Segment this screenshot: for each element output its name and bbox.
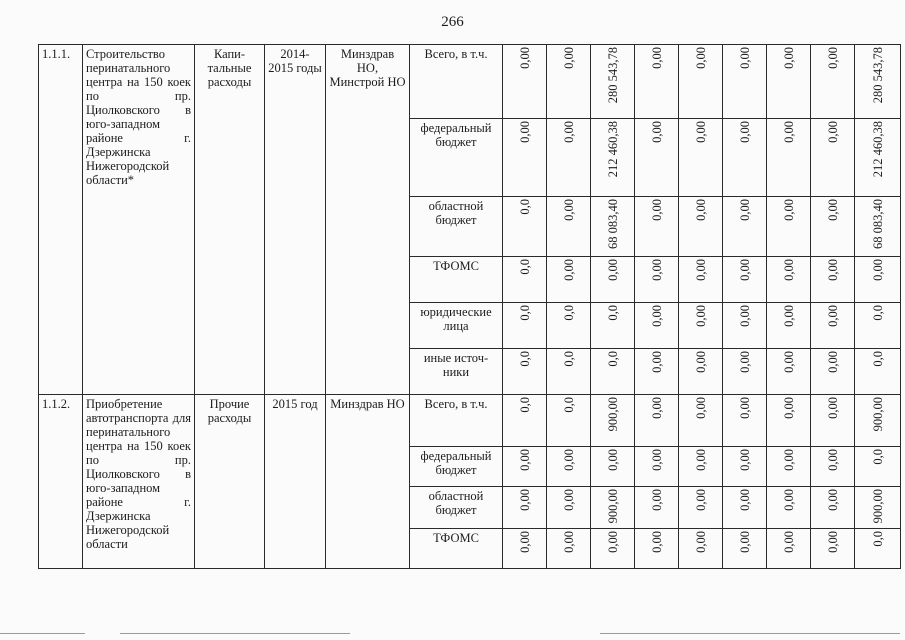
scan-edge-line	[600, 633, 900, 634]
value-cell	[591, 349, 635, 395]
value-cell	[679, 529, 723, 569]
value-cell	[679, 257, 723, 303]
value-cell	[635, 349, 679, 395]
value-cell	[547, 349, 591, 395]
value-cell	[635, 447, 679, 487]
value-cell	[635, 257, 679, 303]
value-text: 0,00	[517, 47, 532, 69]
value-cell	[635, 197, 679, 257]
value-text: 900,00	[870, 397, 885, 432]
value-cell	[811, 395, 855, 447]
value-text: 0,00	[693, 305, 708, 327]
value-text: 0,00	[737, 397, 752, 419]
value-cell	[591, 487, 635, 529]
value-text: 0,00	[737, 47, 752, 69]
value-cell	[635, 119, 679, 197]
value-cell	[767, 529, 811, 569]
value-cell	[547, 119, 591, 197]
value-text: 0,00	[737, 259, 752, 281]
value-text: 0,0	[517, 397, 532, 413]
value-cell	[811, 487, 855, 529]
value-text: 0,00	[737, 449, 752, 471]
project-number: 1.1.1.	[39, 45, 83, 395]
value-cell	[723, 529, 767, 569]
value-text: 0,00	[825, 259, 840, 281]
funding-source: ТФОМС	[410, 257, 503, 303]
value-cell	[547, 487, 591, 529]
value-cell	[767, 197, 811, 257]
value-cell	[855, 303, 901, 349]
value-text: 0,0	[517, 305, 532, 321]
value-text: 212 460,38	[870, 121, 885, 178]
value-text: 0,00	[649, 531, 664, 553]
value-text: 0,00	[605, 531, 620, 553]
value-cell	[767, 119, 811, 197]
value-cell	[767, 257, 811, 303]
value-cell	[811, 529, 855, 569]
value-text: 0,00	[825, 47, 840, 69]
value-cell	[503, 395, 547, 447]
funding-source: Всего, в т.ч.	[410, 45, 503, 119]
value-text: 0,00	[737, 531, 752, 553]
value-cell	[591, 45, 635, 119]
value-cell	[811, 349, 855, 395]
value-cell	[591, 529, 635, 569]
value-text: 0,00	[693, 449, 708, 471]
value-text: 0,00	[737, 489, 752, 511]
value-cell	[855, 447, 901, 487]
value-text: 0,00	[825, 305, 840, 327]
value-cell	[547, 45, 591, 119]
value-text: 0,00	[737, 121, 752, 143]
value-text: 0,00	[825, 489, 840, 511]
value-cell	[547, 447, 591, 487]
value-text: 0,00	[781, 47, 796, 69]
value-cell	[503, 45, 547, 119]
value-text: 0,00	[693, 47, 708, 69]
value-text: 0,00	[649, 305, 664, 327]
value-text: 0,00	[781, 121, 796, 143]
value-text: 0,0	[870, 449, 885, 465]
value-cell	[855, 349, 901, 395]
table-row	[39, 395, 901, 447]
value-text: 0,00	[649, 397, 664, 419]
value-text: 0,00	[825, 351, 840, 373]
value-cell	[503, 119, 547, 197]
value-cell	[767, 395, 811, 447]
value-text: 0,00	[737, 351, 752, 373]
value-cell	[855, 45, 901, 119]
value-cell	[591, 197, 635, 257]
value-cell	[591, 447, 635, 487]
value-text: 0,00	[737, 305, 752, 327]
funding-source: юридические лица	[410, 303, 503, 349]
expense-type: Прочие расходы	[195, 395, 265, 569]
value-text: 0,00	[649, 121, 664, 143]
value-cell	[767, 447, 811, 487]
value-text: 0,00	[649, 47, 664, 69]
value-text: 0,00	[693, 351, 708, 373]
value-text: 0,0	[561, 397, 576, 413]
value-cell	[811, 303, 855, 349]
value-cell	[635, 529, 679, 569]
value-cell	[855, 395, 901, 447]
value-text: 0,00	[517, 449, 532, 471]
value-text: 0,00	[693, 121, 708, 143]
value-cell	[679, 303, 723, 349]
value-text: 0,00	[605, 259, 620, 281]
value-cell	[811, 447, 855, 487]
value-cell	[855, 257, 901, 303]
value-text: 0,0	[517, 259, 532, 275]
value-cell	[591, 119, 635, 197]
value-text: 0,00	[870, 259, 885, 281]
value-text: 0,00	[781, 259, 796, 281]
funding-source: Всего, в т.ч.	[410, 395, 503, 447]
value-text: 212 460,38	[605, 121, 620, 178]
value-text: 0,00	[825, 121, 840, 143]
value-text: 0,00	[737, 199, 752, 221]
scan-edge-line	[120, 633, 350, 634]
funding-source: ТФОМС	[410, 529, 503, 569]
value-text: 0,00	[693, 397, 708, 419]
value-text: 0,00	[561, 199, 576, 221]
value-text: 0,00	[693, 259, 708, 281]
value-cell	[723, 119, 767, 197]
value-cell	[679, 197, 723, 257]
value-cell	[503, 257, 547, 303]
value-cell	[591, 395, 635, 447]
value-text: 900,00	[870, 489, 885, 524]
value-text: 0,00	[781, 531, 796, 553]
value-cell	[635, 303, 679, 349]
value-cell	[723, 45, 767, 119]
value-text: 900,00	[605, 489, 620, 524]
value-text: 0,00	[561, 489, 576, 511]
funding-source: иные источ-ники	[410, 349, 503, 395]
value-text: 0,0	[561, 351, 576, 367]
value-cell	[679, 119, 723, 197]
value-text: 0,00	[649, 449, 664, 471]
value-cell	[591, 257, 635, 303]
value-cell	[767, 45, 811, 119]
value-text: 0,00	[561, 531, 576, 553]
value-cell	[723, 447, 767, 487]
value-cell	[811, 197, 855, 257]
value-cell	[635, 45, 679, 119]
value-text: 0,0	[870, 531, 885, 547]
value-text: 280 543,78	[870, 47, 885, 104]
value-cell	[679, 487, 723, 529]
value-text: 0,00	[693, 489, 708, 511]
value-text: 0,00	[561, 121, 576, 143]
expense-type: Капи-тальные расходы	[195, 45, 265, 395]
value-text: 0,00	[693, 199, 708, 221]
value-text: 0,00	[781, 449, 796, 471]
value-text: 0,00	[781, 397, 796, 419]
value-cell	[811, 119, 855, 197]
value-text: 280 543,78	[605, 47, 620, 104]
project-years: 2015 год	[265, 395, 326, 569]
funding-source: федеральный бюджет	[410, 119, 503, 197]
value-text: 0,00	[825, 199, 840, 221]
scan-edge-line	[0, 633, 85, 634]
value-cell	[723, 197, 767, 257]
value-cell	[723, 487, 767, 529]
value-cell	[547, 303, 591, 349]
value-cell	[547, 257, 591, 303]
value-cell	[679, 45, 723, 119]
value-text: 0,00	[781, 199, 796, 221]
value-cell	[811, 257, 855, 303]
value-text: 0,00	[649, 199, 664, 221]
page-number: 266	[441, 14, 464, 30]
value-text: 0,00	[561, 259, 576, 281]
value-text: 0,0	[870, 351, 885, 367]
value-cell	[855, 119, 901, 197]
value-text: 68 083,40	[605, 199, 620, 249]
value-cell	[811, 45, 855, 119]
value-text: 0,00	[781, 351, 796, 373]
value-cell	[635, 487, 679, 529]
value-cell	[503, 529, 547, 569]
value-cell	[723, 257, 767, 303]
value-cell	[855, 197, 901, 257]
value-text: 0,00	[605, 449, 620, 471]
funding-source: федеральный бюджет	[410, 447, 503, 487]
value-cell	[767, 349, 811, 395]
value-cell	[635, 395, 679, 447]
value-text: 0,00	[517, 531, 532, 553]
value-text: 0,00	[649, 351, 664, 373]
value-text: 0,0	[605, 351, 620, 367]
value-cell	[767, 487, 811, 529]
value-cell	[855, 529, 901, 569]
value-cell	[503, 303, 547, 349]
executor: Минздрав НО	[326, 395, 410, 569]
value-cell	[723, 303, 767, 349]
value-cell	[503, 447, 547, 487]
value-text: 0,0	[870, 305, 885, 321]
table-row	[39, 45, 901, 119]
value-cell	[679, 447, 723, 487]
value-text: 0,0	[517, 351, 532, 367]
value-cell	[503, 487, 547, 529]
funding-source: областной бюджет	[410, 487, 503, 529]
value-cell	[723, 349, 767, 395]
value-text: 900,00	[605, 397, 620, 432]
value-text: 68 083,40	[870, 199, 885, 249]
value-text: 0,0	[561, 305, 576, 321]
value-text: 0,00	[693, 531, 708, 553]
value-text: 0,0	[605, 305, 620, 321]
value-cell	[547, 395, 591, 447]
value-cell	[855, 487, 901, 529]
value-text: 0,00	[561, 47, 576, 69]
value-text: 0,00	[825, 531, 840, 553]
budget-table	[38, 44, 901, 569]
value-cell	[503, 197, 547, 257]
value-cell	[767, 303, 811, 349]
value-cell	[679, 349, 723, 395]
value-cell	[547, 197, 591, 257]
value-text: 0,00	[561, 449, 576, 471]
value-text: 0,00	[517, 121, 532, 143]
value-text: 0,00	[517, 489, 532, 511]
executor: Минздрав НО, Минстрой НО	[326, 45, 410, 395]
project-name: Строительство перинатального центра на 150 коек по пр. Циолковского в юго-западном районе г. Дзержинска Нижегородской области*	[83, 45, 195, 395]
project-number: 1.1.2.	[39, 395, 83, 569]
value-text: 0,00	[825, 449, 840, 471]
value-text: 0,00	[781, 489, 796, 511]
value-cell	[723, 395, 767, 447]
value-cell	[679, 395, 723, 447]
value-cell	[591, 303, 635, 349]
project-years: 2014-2015 годы	[265, 45, 326, 395]
value-cell	[503, 349, 547, 395]
value-text: 0,00	[649, 489, 664, 511]
value-text: 0,00	[781, 305, 796, 327]
project-name: Приобретение автотранспорта для перинатального центра на 150 коек по пр. Циолковского в юго-западном районе г. Дзержинска Нижегородской области	[83, 395, 195, 569]
value-text: 0,00	[825, 397, 840, 419]
value-cell	[547, 529, 591, 569]
value-text: 0,00	[649, 259, 664, 281]
funding-source: областной бюджет	[410, 197, 503, 257]
value-text: 0,0	[517, 199, 532, 215]
